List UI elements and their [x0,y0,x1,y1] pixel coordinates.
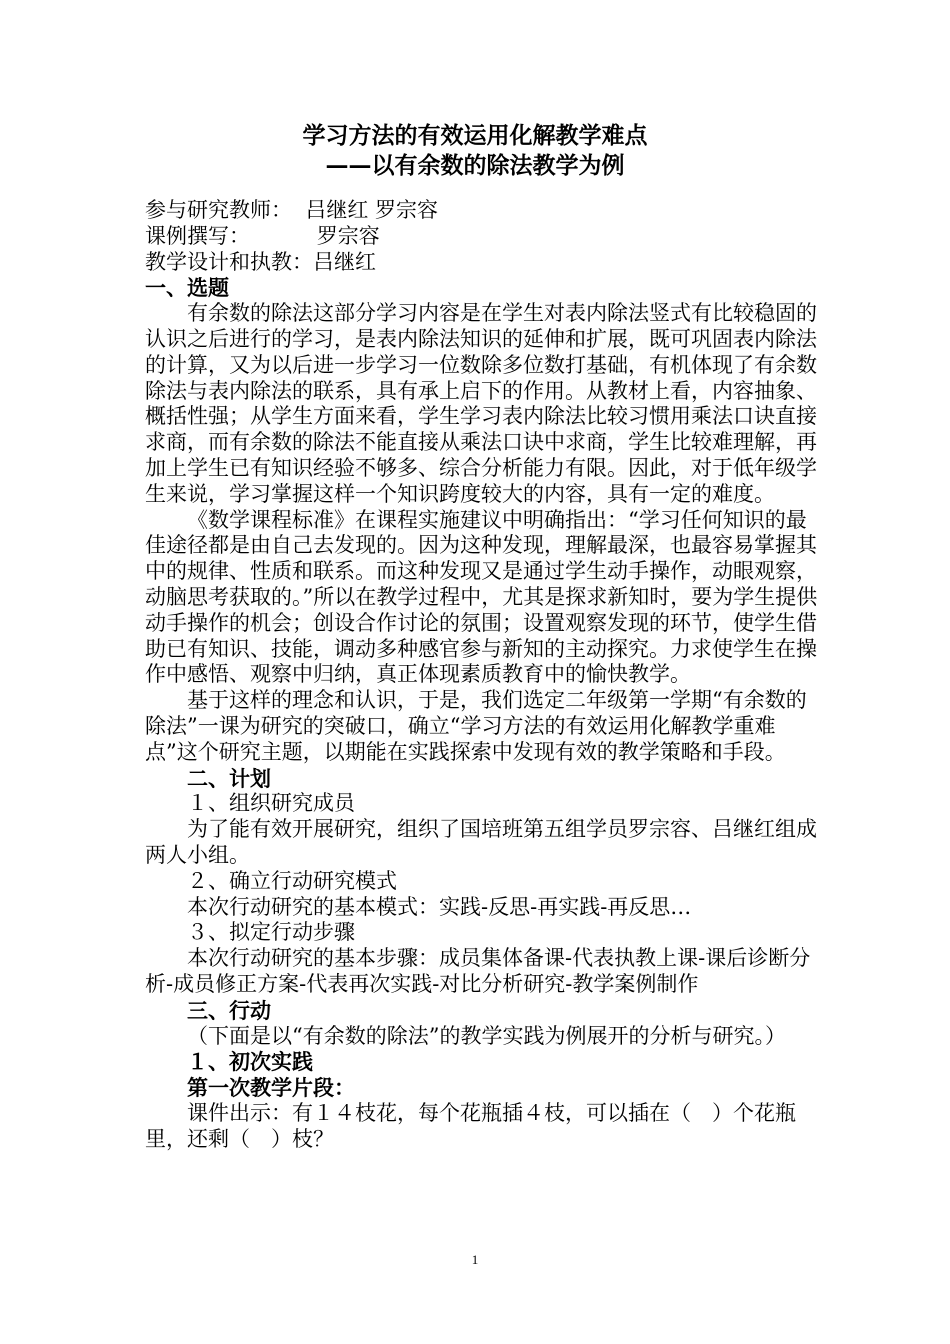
meta-value: 吕继红 罗宗容 [305,198,439,222]
section-heading-topic: 一、选题 [145,275,229,301]
document-title: 学习方法的有效运用化解教学难点 [302,122,648,149]
list-item: ２、确立行动研究模式 [187,868,397,893]
meta-label: 参与研究教师： [145,198,306,222]
meta-teachers [145,198,825,224]
document-body [145,198,825,1152]
paragraph: 为了能有效开展研究，组织了国培班第五组学员罗宗容、吕继红组成两人小组。 [145,817,817,867]
meta-writer [145,224,825,250]
meta-designer [145,250,825,276]
subheading: 第一次教学片段： [187,1075,355,1101]
meta-label: 课例撰写： [145,223,317,248]
section-heading-plan: 二、计划 [187,765,271,791]
paragraph: 本次行动研究的基本模式：实践-反思-再实践-再反思… [187,894,692,919]
meta-label: 教学设计和执教： [145,249,313,274]
page-number: 1 [471,1252,479,1267]
document-subtitle: ——以有余数的除法教学为例 [325,152,625,179]
meta-value: 罗宗容 [316,223,380,248]
paragraph: 《数学课程标准》在课程实施建议中明确指出：“学习任何知识的最佳途径都是由自己去发现的。因为这种发现，理解最深，也最容易掌握其中的规律、性质和联系。而这种发现又是通过学生动手操作，动眼观察，动脑思考获取的。”所以在教学过程中，尤其是探求新知时，要为学生提供动手操作的机会；创设合作讨论的氛围；设置观察发现的环节，使学生借助已有知识、技能，调动多种感官参与新知的主动探究。力求使学生在操作中感悟、观察中归纳，真正体现素质教育中的愉快教学。 [145,507,818,687]
paragraph: （下面是以“有余数的除法”的教学实践为例展开的分析与研究。） [187,1023,786,1048]
list-item: ３、拟定行动步骤 [187,920,355,945]
paragraph: 基于这样的理念和认识，于是，我们选定二年级第一学期“有余数的除法”一课为研究的突破口，确立“学习方法的有效运用化解教学重难点”这个研究主题，以期能在实践探索中发现有效的教学策略和手段。 [145,688,807,764]
list-item: １、组织研究成员 [187,791,355,816]
section-heading-action: 三、行动 [187,997,271,1023]
paragraph: 课件出示：有１４枝花，每个花瓶插４枝，可以插在（ ）个花瓶里，还剩（ ）枝？ [145,1100,796,1151]
paragraph: 本次行动研究的基本步骤：成员集体备课-代表执教上课-课后诊断分析-成员修正方案-代表再次实践-对比分析研究-教学案例制作 [145,946,811,996]
subheading: １、初次实践 [187,1049,313,1075]
meta-value: 吕继红 [313,249,376,274]
paragraph: 有余数的除法这部分学习内容是在学生对表内除法竖式有比较稳固的认识之后进行的学习，是表内除法知识的延伸和扩展，既可巩固表内除法的计算，又为以后进一步学习一位数除多位数打基础，有机体现了有余数除法与表内除法的联系，具有承上启下的作用。从教材上看，内容抽象、概括性强；从学生方面来看，学生学习表内除法比较习惯用乘法口诀直接求商，而有余数的除法不能直接从乘法口诀中求商，学生比较难理解，再加上学生已有知识经验不够多、综合分析能力有限。因此，对于低年级学生来说，学习掌握这样一个知识跨度较大的内容，具有一定的难度。 [145,301,817,506]
